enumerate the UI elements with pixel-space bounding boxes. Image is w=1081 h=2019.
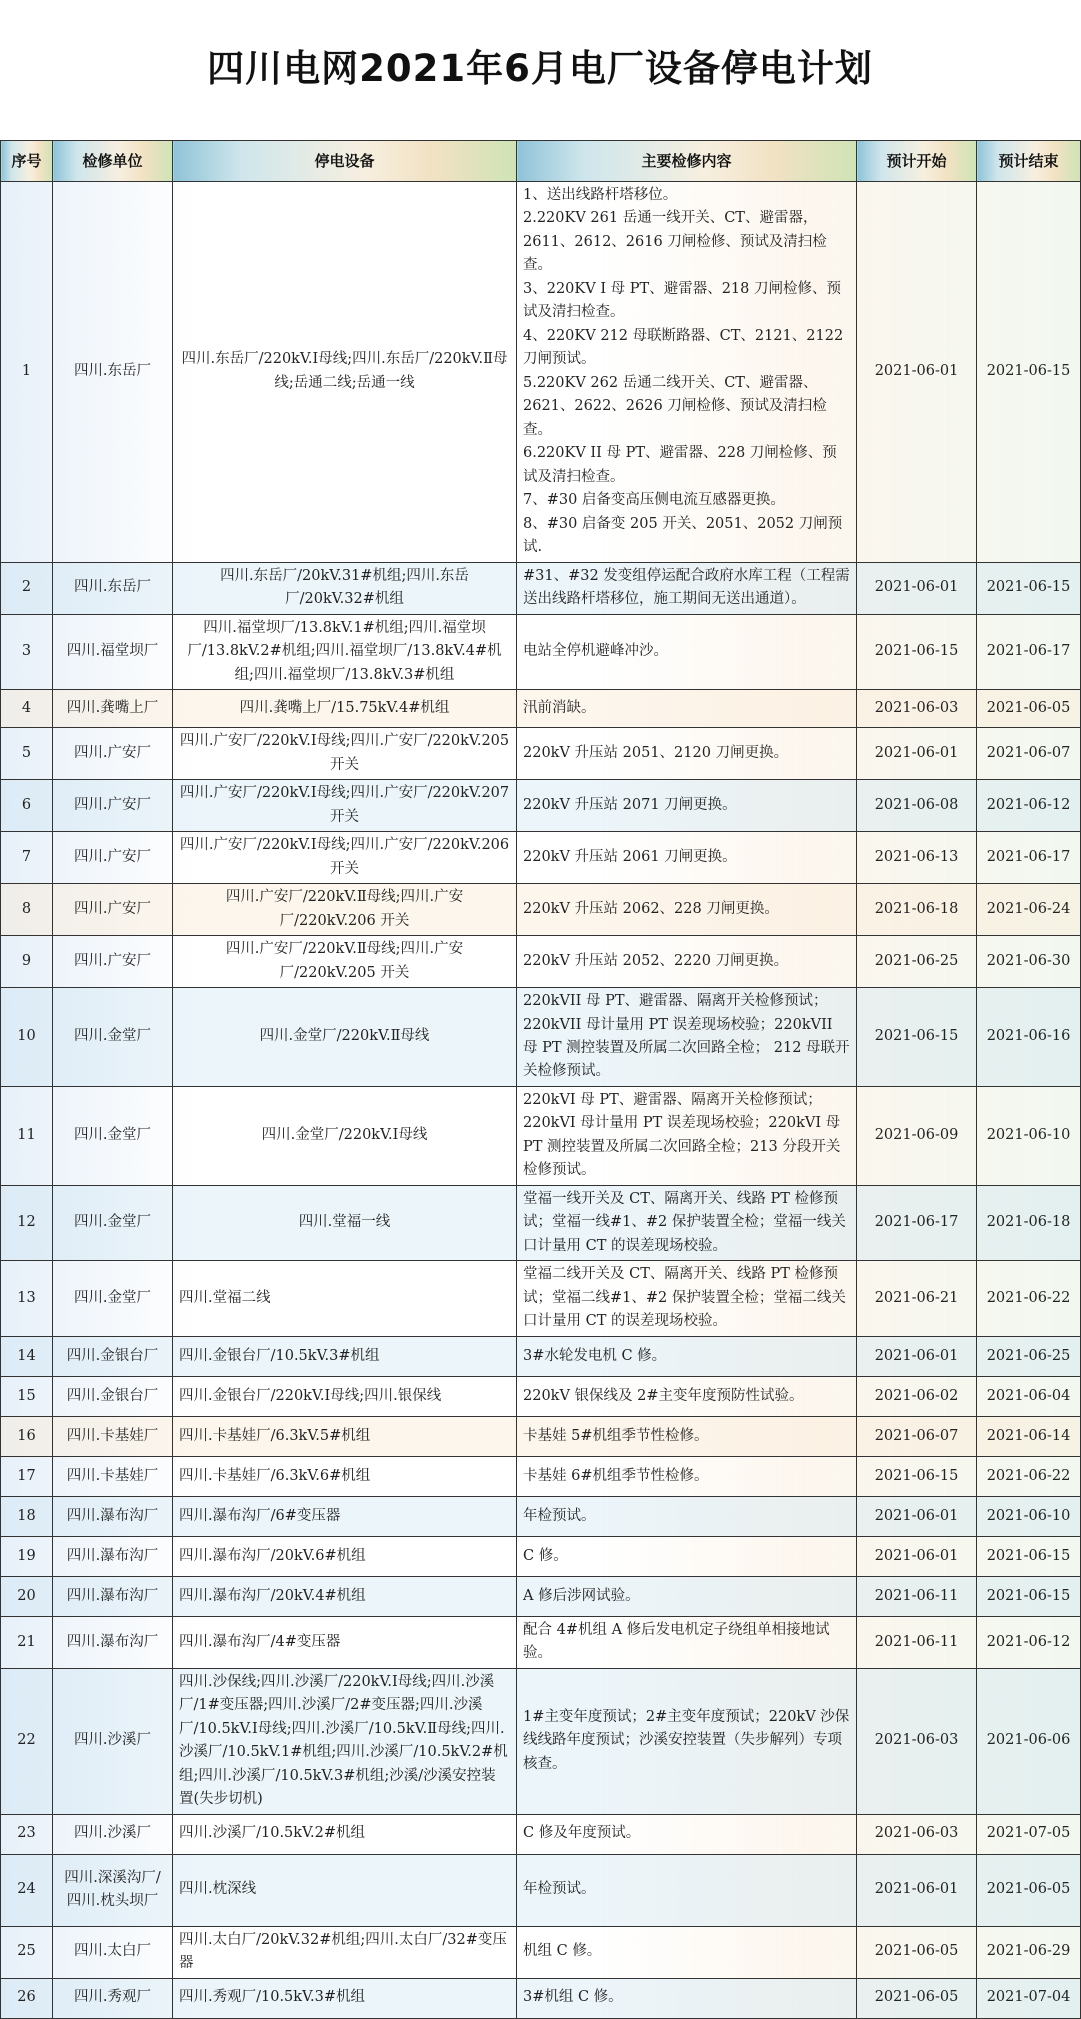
table-row [1, 1854, 1081, 1926]
row-number: 20 [1, 1576, 53, 1616]
row-end-date: 2021-06-14 [977, 1416, 1081, 1456]
row-start-date: 2021-06-21 [857, 1261, 977, 1336]
row-content: #31、#32 发变组停运配合政府水库工程（工程需送出线路杆塔移位，施工期间无送出通道）。 [517, 562, 857, 614]
row-number: 4 [1, 690, 53, 728]
table-row [1, 832, 1081, 884]
table-row [1, 1814, 1081, 1854]
table-row [1, 988, 1081, 1087]
row-number: 7 [1, 832, 53, 884]
table-row [1, 1926, 1081, 1978]
header-equipment: 停电设备 [173, 141, 517, 182]
row-content: 堂福二线开关及 CT、隔离开关、线路 PT 检修预试；堂福二线#1、#2 保护装置全检；堂福二线关口计量用 CT 的误差现场校验。 [517, 1261, 857, 1336]
row-start-date: 2021-06-02 [857, 1376, 977, 1416]
table-row [1, 1456, 1081, 1496]
header-no: 序号 [1, 141, 53, 182]
table-row [1, 1576, 1081, 1616]
row-content: 配合 4#机组 A 修后发电机定子绕组单相接地试验。 [517, 1616, 857, 1668]
row-unit: 四川.广安厂 [53, 936, 173, 988]
row-content: 汛前消缺。 [517, 690, 857, 728]
row-number: 18 [1, 1496, 53, 1536]
table-row [1, 1616, 1081, 1668]
row-content: 卡基娃 6#机组季节性检修。 [517, 1456, 857, 1496]
row-end-date: 2021-06-04 [977, 1376, 1081, 1416]
row-start-date: 2021-06-03 [857, 690, 977, 728]
row-content: 220kVII 母 PT、避雷器、隔离开关检修预试；220kVII 母计量用 PT 误差现场校验；220kVII 母 PT 测控装置及所属二次回路全检； 212 母联开关检修预试。 [517, 988, 857, 1087]
row-content: 220kV 升压站 2051、2120 刀闸更换。 [517, 728, 857, 780]
table-row [1, 1261, 1081, 1336]
row-content: 220kVI 母 PT、避雷器、隔离开关检修预试；220kVI 母计量用 PT 误差现场校验；220kVI 母 PT 测控装置及所属二次回路全检；213 分段开关检修预试。 [517, 1086, 857, 1185]
row-end-date: 2021-06-24 [977, 884, 1081, 936]
row-end-date: 2021-06-12 [977, 780, 1081, 832]
row-end-date: 2021-07-05 [977, 1814, 1081, 1854]
table-row [1, 182, 1081, 563]
outage-plan-table [0, 140, 1081, 2019]
row-unit: 四川.金堂厂 [53, 1185, 173, 1260]
row-equipment: 四川.龚嘴上厂/15.75kV.4#机组 [173, 690, 517, 728]
row-unit: 四川.金堂厂 [53, 1261, 173, 1336]
row-unit: 四川.瀑布沟厂 [53, 1536, 173, 1576]
row-unit: 四川.金银台厂 [53, 1376, 173, 1416]
row-unit: 四川.东岳厂 [53, 182, 173, 563]
row-start-date: 2021-06-11 [857, 1576, 977, 1616]
row-equipment: 四川.瀑布沟厂/6#变压器 [173, 1496, 517, 1536]
row-equipment: 四川.广安厂/220kV.Ⅱ母线;四川.广安厂/220kV.205 开关 [173, 936, 517, 988]
row-number: 21 [1, 1616, 53, 1668]
row-equipment: 四川.福堂坝厂/13.8kV.1#机组;四川.福堂坝厂/13.8kV.2#机组;四川.福堂坝厂/13.8kV.4#机组;四川.福堂坝厂/13.8kV.3#机组 [173, 614, 517, 689]
row-number: 6 [1, 780, 53, 832]
row-equipment: 四川.枕深线 [173, 1854, 517, 1926]
row-start-date: 2021-06-05 [857, 1926, 977, 1978]
row-equipment: 四川.堂福二线 [173, 1261, 517, 1336]
table-row [1, 1496, 1081, 1536]
row-start-date: 2021-06-01 [857, 1536, 977, 1576]
row-unit: 四川.广安厂 [53, 832, 173, 884]
row-number: 25 [1, 1926, 53, 1978]
row-start-date: 2021-06-15 [857, 614, 977, 689]
row-equipment: 四川.广安厂/220kV.Ⅰ母线;四川.广安厂/220kV.206 开关 [173, 832, 517, 884]
row-content: 3#水轮发电机 C 修。 [517, 1336, 857, 1376]
row-content: 220kV 升压站 2052、2220 刀闸更换。 [517, 936, 857, 988]
table-row [1, 1336, 1081, 1376]
row-number: 11 [1, 1086, 53, 1185]
row-start-date: 2021-06-18 [857, 884, 977, 936]
row-end-date: 2021-06-05 [977, 690, 1081, 728]
row-start-date: 2021-06-01 [857, 728, 977, 780]
row-end-date: 2021-06-15 [977, 182, 1081, 563]
row-start-date: 2021-06-01 [857, 562, 977, 614]
table-row [1, 936, 1081, 988]
row-equipment: 四川.瀑布沟厂/4#变压器 [173, 1616, 517, 1668]
row-start-date: 2021-06-05 [857, 1978, 977, 2018]
row-end-date: 2021-06-17 [977, 614, 1081, 689]
row-end-date: 2021-06-30 [977, 936, 1081, 988]
row-unit: 四川.瀑布沟厂 [53, 1576, 173, 1616]
document-title: 四川电网2021年6月电厂设备停电计划 [207, 47, 873, 90]
row-end-date: 2021-06-17 [977, 832, 1081, 884]
row-start-date: 2021-06-15 [857, 988, 977, 1087]
table-row [1, 1978, 1081, 2018]
header-content: 主要检修内容 [517, 141, 857, 182]
row-unit: 四川.太白厂 [53, 1926, 173, 1978]
row-unit: 四川.龚嘴上厂 [53, 690, 173, 728]
row-unit: 四川.金堂厂 [53, 1086, 173, 1185]
header-unit: 检修单位 [53, 141, 173, 182]
row-content: 3#机组 C 修。 [517, 1978, 857, 2018]
row-number: 26 [1, 1978, 53, 2018]
row-content: 220kV 升压站 2061 刀闸更换。 [517, 832, 857, 884]
row-content: 年检预试。 [517, 1854, 857, 1926]
row-unit: 四川.金堂厂 [53, 988, 173, 1087]
row-equipment: 四川.卡基娃厂/6.3kV.6#机组 [173, 1456, 517, 1496]
table-row [1, 614, 1081, 689]
table-row [1, 690, 1081, 728]
row-content: 机组 C 修。 [517, 1926, 857, 1978]
row-start-date: 2021-06-01 [857, 1854, 977, 1926]
row-start-date: 2021-06-07 [857, 1416, 977, 1456]
row-start-date: 2021-06-03 [857, 1814, 977, 1854]
row-number: 16 [1, 1416, 53, 1456]
table-header-row [1, 141, 1081, 182]
table-row [1, 562, 1081, 614]
row-content: C 修及年度预试。 [517, 1814, 857, 1854]
row-equipment: 四川.瀑布沟厂/20kV.4#机组 [173, 1576, 517, 1616]
row-equipment: 四川.东岳厂/220kV.Ⅰ母线;四川.东岳厂/220kV.Ⅱ母线;岳通二线;岳通一线 [173, 182, 517, 563]
row-unit: 四川.东岳厂 [53, 562, 173, 614]
row-number: 14 [1, 1336, 53, 1376]
row-unit: 四川.沙溪厂 [53, 1668, 173, 1814]
row-number: 5 [1, 728, 53, 780]
row-equipment: 四川.卡基娃厂/6.3kV.5#机组 [173, 1416, 517, 1456]
row-start-date: 2021-06-13 [857, 832, 977, 884]
row-unit: 四川.广安厂 [53, 728, 173, 780]
row-start-date: 2021-06-01 [857, 1496, 977, 1536]
row-unit: 四川.瀑布沟厂 [53, 1496, 173, 1536]
row-end-date: 2021-06-25 [977, 1336, 1081, 1376]
row-end-date: 2021-06-12 [977, 1616, 1081, 1668]
row-number: 13 [1, 1261, 53, 1336]
row-end-date: 2021-07-04 [977, 1978, 1081, 2018]
row-unit: 四川.广安厂 [53, 884, 173, 936]
row-equipment: 四川.金堂厂/220kV.Ⅰ母线 [173, 1086, 517, 1185]
table-row [1, 780, 1081, 832]
row-content: 220kV 升压站 2062、228 刀闸更换。 [517, 884, 857, 936]
row-end-date: 2021-06-29 [977, 1926, 1081, 1978]
row-content: 1#主变年度预试；2#主变年度预试；220kV 沙保线线路年度预试；沙溪安控装置（失步解列）专项核查。 [517, 1668, 857, 1814]
row-number: 1 [1, 182, 53, 563]
row-content: 220kV 银保线及 2#主变年度预防性试验。 [517, 1376, 857, 1416]
row-equipment: 四川.东岳厂/20kV.31#机组;四川.东岳厂/20kV.32#机组 [173, 562, 517, 614]
row-content: 1、送出线路杆塔移位。 2.220KV 261 岳通一线开关、CT、避雷器，2611、2612、2616 刀闸检修、预试及清扫检查。 3、220KV I 母 PT、避雷器、218 刀闸检修、预试及清扫检查。 4、220KV 212 母联断路器、CT、2121、2122 刀闸预试。 5.220KV 262 岳通二线开关、CT、避雷器、2621、2622、2626 刀闸检修、预试及清扫检查。 6.220KV II 母 PT、避雷器、228 刀闸检修、预试及清扫检查。 7、#30 启备变高压侧电流互感器更换。 8、#30 启备变 205 开关、2051、2052 刀闸预试. [517, 182, 857, 563]
row-unit: 四川.金银台厂 [53, 1336, 173, 1376]
row-number: 10 [1, 988, 53, 1087]
row-start-date: 2021-06-09 [857, 1086, 977, 1185]
row-end-date: 2021-06-10 [977, 1086, 1081, 1185]
row-start-date: 2021-06-15 [857, 1456, 977, 1496]
row-equipment: 四川.广安厂/220kV.Ⅰ母线;四川.广安厂/220kV.207 开关 [173, 780, 517, 832]
row-number: 23 [1, 1814, 53, 1854]
row-start-date: 2021-06-03 [857, 1668, 977, 1814]
row-unit: 四川.瀑布沟厂 [53, 1616, 173, 1668]
row-end-date: 2021-06-22 [977, 1261, 1081, 1336]
table-row [1, 884, 1081, 936]
row-equipment: 四川.金银台厂/220kV.Ⅰ母线;四川.银保线 [173, 1376, 517, 1416]
row-end-date: 2021-06-10 [977, 1496, 1081, 1536]
row-equipment: 四川.沙保线;四川.沙溪厂/220kV.Ⅰ母线;四川.沙溪厂/1#变压器;四川.沙溪厂/2#变压器;四川.沙溪厂/10.5kV.Ⅰ母线;四川.沙溪厂/10.5kV.Ⅱ母线;四川.沙溪厂/10.5kV.1#机组;四川.沙溪厂/10.5kV.2#机组;四川.沙溪厂/10.5kV.3#机组;沙溪/沙溪安控装置(失步切机) [173, 1668, 517, 1814]
row-unit: 四川.秀观厂 [53, 1978, 173, 2018]
row-number: 15 [1, 1376, 53, 1416]
header-start: 预计开始 [857, 141, 977, 182]
row-equipment: 四川.秀观厂/10.5kV.3#机组 [173, 1978, 517, 2018]
row-content: A 修后涉网试验。 [517, 1576, 857, 1616]
row-end-date: 2021-06-15 [977, 1576, 1081, 1616]
row-equipment: 四川.瀑布沟厂/20kV.6#机组 [173, 1536, 517, 1576]
row-equipment: 四川.堂福一线 [173, 1185, 517, 1260]
row-content: 电站全停机避峰冲沙。 [517, 614, 857, 689]
row-number: 12 [1, 1185, 53, 1260]
row-number: 19 [1, 1536, 53, 1576]
row-start-date: 2021-06-01 [857, 1336, 977, 1376]
row-end-date: 2021-06-06 [977, 1668, 1081, 1814]
row-number: 8 [1, 884, 53, 936]
table-row [1, 728, 1081, 780]
row-number: 24 [1, 1854, 53, 1926]
row-number: 3 [1, 614, 53, 689]
row-content: 年检预试。 [517, 1496, 857, 1536]
row-end-date: 2021-06-07 [977, 728, 1081, 780]
row-number: 17 [1, 1456, 53, 1496]
table-row [1, 1185, 1081, 1260]
table-row [1, 1536, 1081, 1576]
row-equipment: 四川.广安厂/220kV.Ⅰ母线;四川.广安厂/220kV.205 开关 [173, 728, 517, 780]
row-equipment: 四川.太白厂/20kV.32#机组;四川.太白厂/32#变压器 [173, 1926, 517, 1978]
table-row [1, 1086, 1081, 1185]
row-end-date: 2021-06-22 [977, 1456, 1081, 1496]
row-number: 22 [1, 1668, 53, 1814]
row-end-date: 2021-06-05 [977, 1854, 1081, 1926]
row-end-date: 2021-06-18 [977, 1185, 1081, 1260]
table-body [1, 182, 1081, 2019]
row-end-date: 2021-06-15 [977, 1536, 1081, 1576]
row-start-date: 2021-06-08 [857, 780, 977, 832]
row-start-date: 2021-06-25 [857, 936, 977, 988]
table-row [1, 1376, 1081, 1416]
row-content: C 修。 [517, 1536, 857, 1576]
row-unit: 四川.卡基娃厂 [53, 1456, 173, 1496]
row-unit: 四川.广安厂 [53, 780, 173, 832]
row-content: 220kV 升压站 2071 刀闸更换。 [517, 780, 857, 832]
row-unit: 四川.沙溪厂 [53, 1814, 173, 1854]
row-unit: 四川.深溪沟厂/四川.枕头坝厂 [53, 1854, 173, 1926]
row-equipment: 四川.金堂厂/220kV.Ⅱ母线 [173, 988, 517, 1087]
row-equipment: 四川.金银台厂/10.5kV.3#机组 [173, 1336, 517, 1376]
table-row [1, 1668, 1081, 1814]
row-number: 9 [1, 936, 53, 988]
row-end-date: 2021-06-16 [977, 988, 1081, 1087]
row-equipment: 四川.沙溪厂/10.5kV.2#机组 [173, 1814, 517, 1854]
row-equipment: 四川.广安厂/220kV.Ⅱ母线;四川.广安厂/220kV.206 开关 [173, 884, 517, 936]
row-unit: 四川.福堂坝厂 [53, 614, 173, 689]
row-start-date: 2021-06-01 [857, 182, 977, 563]
row-unit: 四川.卡基娃厂 [53, 1416, 173, 1456]
row-start-date: 2021-06-11 [857, 1616, 977, 1668]
row-number: 2 [1, 562, 53, 614]
header-end: 预计结束 [977, 141, 1081, 182]
table-row [1, 1416, 1081, 1456]
row-content: 卡基娃 5#机组季节性检修。 [517, 1416, 857, 1456]
row-start-date: 2021-06-17 [857, 1185, 977, 1260]
row-end-date: 2021-06-15 [977, 562, 1081, 614]
row-content: 堂福一线开关及 CT、隔离开关、线路 PT 检修预试；堂福一线#1、#2 保护装置全检；堂福一线关口计量用 CT 的误差现场校验。 [517, 1185, 857, 1260]
